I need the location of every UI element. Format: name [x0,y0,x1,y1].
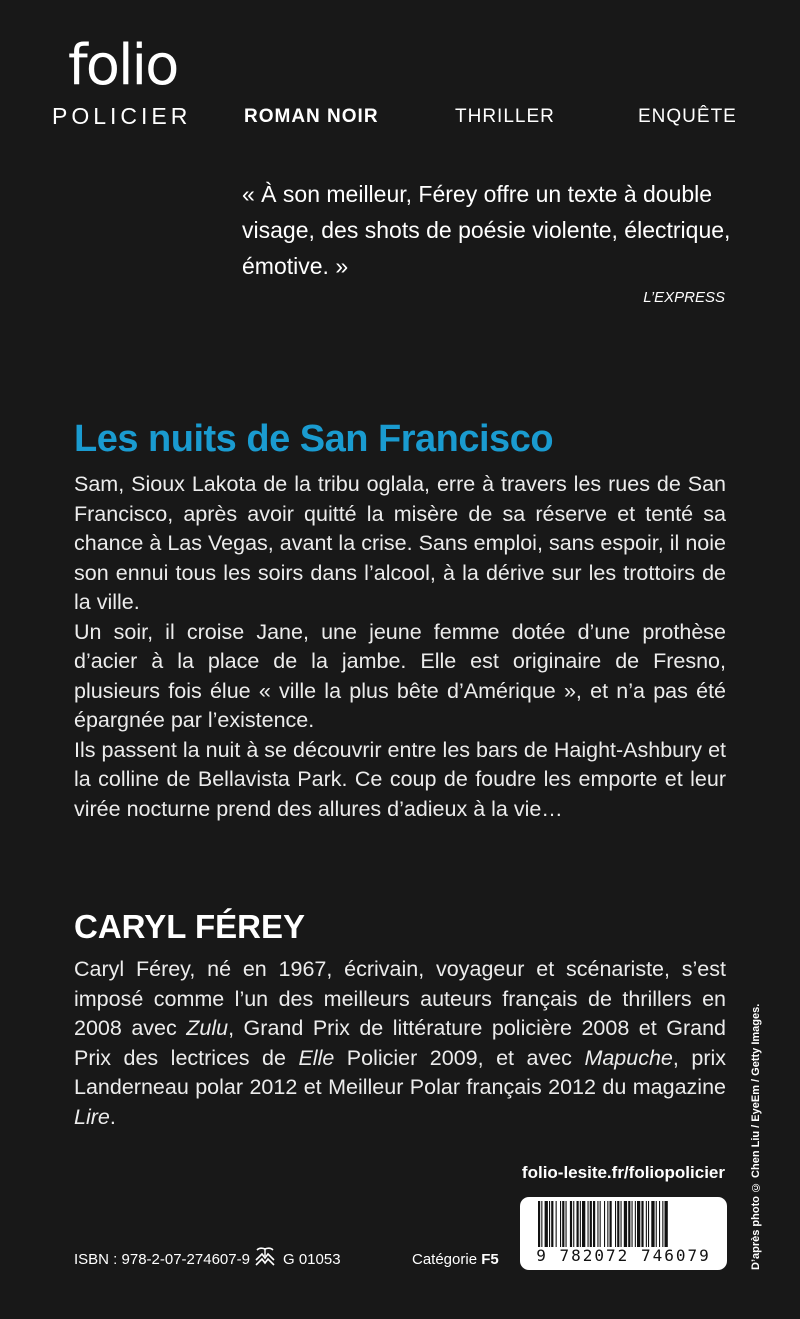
genre-roman-noir: ROMAN NOIR [244,106,379,127]
categorie [412,1250,499,1270]
author-bio-text: Caryl Férey, né en 1967, écrivain, voyageur et scénariste, s’est imposé comme l’un des meilleurs auteurs français de thrillers en 2008 avec Zulu, Grand Prix de littérature policière 2008 et Grand Prix des lectrices de Elle Policier 2009, et avec Mapuche, prix Landerneau polar 2012 et Meilleur Polar français 2012 du magazine Lire. [74,957,727,1129]
barcode-bar [600,1201,601,1247]
author-name: CARYL FÉREY [74,908,306,945]
barcode-bar [617,1201,619,1247]
barcode-bar [577,1201,579,1247]
summary-paragraph-2: Un soir, il croise Jane, une jeune femme dotée d’une prothèse d’acier à la place de la jambe. Elle est originaire de Fresno, plusieurs fois élue « ville la plus bête d’Amérique », et n’a pas été épargnée par l’existence. [74,619,726,732]
barcode-bar [648,1201,649,1247]
book-title: Les nuits de San Francisco [74,418,554,460]
barcode-bar [566,1201,567,1247]
barcode-bar [662,1201,663,1247]
press-quote: « À son meilleur, Férey offre un texte à double visage, des shots de poésie violente, électrique, émotive. » [242,181,731,279]
genre-thriller: THRILLER [455,106,555,127]
summary-paragraph-1: Sam, Sioux Lakota de la tribu oglala, erre à travers les rues de San Francisco, après avoir quitté la misère de sa réserve et tenté sa chance à Las Vegas, avant la crise. Sans emploi, sans espoir, il noie son ennui tous les soirs dans l’alcool, à la dérive sur les trottoirs de la ville. [74,472,726,614]
barcode-bar [635,1201,636,1247]
title-zulu: Zulu [186,1016,229,1040]
author-bio [74,955,726,1132]
barcode-bar [604,1201,605,1247]
barcode-bar [588,1201,589,1247]
g-code: G 01053 [283,1251,341,1268]
barcode-bar [646,1201,647,1247]
barcode-bar [573,1201,574,1247]
barcode-bar [580,1201,581,1247]
barcode-bar [560,1201,561,1247]
title-elle: Elle [298,1045,335,1070]
barcode-bar [538,1201,540,1247]
barcode-bar [659,1201,660,1247]
barcode-bar [541,1201,542,1247]
barcode-bars [526,1201,721,1247]
genre-enquete: ENQUÊTE [638,106,737,127]
barcode-bar [651,1201,654,1247]
title-mapuche: Mapuche [584,1045,673,1070]
barcode-bar [665,1201,668,1247]
barcode-bar [570,1201,572,1247]
folio-logo: folio [68,33,178,98]
barcode-bar [621,1201,622,1247]
barcode-bar [637,1201,640,1247]
summary-paragraph-3: Ils passent la nuit à se découvrir entre les bars de Haight-Ashbury et la colline de Bellavista Park. Ce coup de foudre les emporte et leur virée nocturne prend des allures d’adieux à la vie… [74,737,726,821]
barcode-bar [597,1201,598,1247]
website-link: folio-lesite.fr/foliopolicier [521,1163,725,1182]
barcode-bar [615,1201,616,1247]
barcode-bar [582,1201,585,1247]
barcode-bar [590,1201,592,1247]
photo-credit: D’après photo © Chen Liu / EyeEm / Getty Images. [750,1003,762,1270]
collection-name: POLICIER [52,103,192,129]
barcode-bar [545,1201,548,1247]
isbn: ISBN : 978-2-07-274607-9 [74,1251,250,1268]
barcode-bar [641,1201,643,1247]
barcode-bar [549,1201,550,1247]
categorie-value: F5 [481,1251,499,1268]
barcode [520,1197,727,1270]
barcode-bar [624,1201,627,1247]
barcode-bar [656,1201,657,1247]
title-lire: Lire [74,1104,110,1129]
barcode-bar [610,1201,612,1247]
gallimard-book-icon [254,1244,276,1270]
barcode-bar [632,1201,633,1247]
categorie-label: Catégorie [412,1251,478,1268]
barcode-bar [593,1201,595,1247]
quote-source: L’EXPRESS [643,289,725,306]
barcode-digits: 9 782072 746079 [536,1246,711,1265]
barcode-bar [551,1201,553,1247]
barcode-bar [607,1201,608,1247]
barcode-bar [562,1201,564,1247]
barcode-bar [628,1201,630,1247]
book-summary [74,470,726,824]
barcode-bar [556,1201,557,1247]
